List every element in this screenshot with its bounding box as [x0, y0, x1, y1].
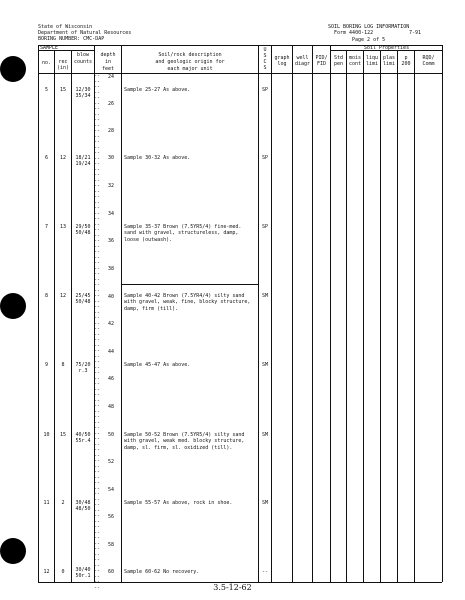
- col-header-pid-1: PID/: [315, 55, 328, 61]
- col-header-rec-2: (in): [56, 65, 70, 71]
- uscs-code: SM: [261, 362, 269, 368]
- col-header-blow-2: counts: [73, 59, 93, 65]
- depth-mark: 60: [107, 569, 115, 575]
- sample-rec: 12: [59, 293, 67, 299]
- blow-count-2: 50r.1: [75, 573, 91, 579]
- col-header-rec-1: rec: [58, 59, 68, 65]
- form-number: Form 4400-122: [334, 30, 374, 36]
- page-footer: 3.5-12-62: [213, 583, 252, 592]
- depth-mark: 24: [107, 74, 115, 80]
- col-border-right: [442, 45, 443, 582]
- col-header-graph-1: graph: [274, 55, 290, 61]
- col-header-std-2: pen: [333, 61, 344, 67]
- blow-count-1: 18/21: [75, 155, 91, 161]
- blow-count-2: 55r.4: [75, 438, 91, 444]
- depth-mark: 28: [107, 128, 115, 134]
- blow-count-1: 12/30: [75, 87, 91, 93]
- blow-count-2: r.3: [78, 368, 88, 374]
- unit-boundary-rule: [122, 284, 258, 285]
- form-date: 7-91: [409, 30, 422, 36]
- col-header-soil-properties: Soil Properties: [363, 44, 410, 51]
- sample-no: 6: [44, 155, 48, 161]
- blow-count-1: 40/50: [75, 432, 91, 438]
- sample-rec: 0: [61, 569, 65, 575]
- depth-mark: 52: [107, 459, 115, 465]
- blow-count-2: 19/24: [75, 161, 91, 167]
- col-header-uscs-c: C: [263, 59, 267, 65]
- agency-line-1: State of Wisconsin: [38, 24, 93, 30]
- soil-description: Sample 45-47 As above.: [124, 362, 191, 368]
- depth-mark: 34: [107, 211, 115, 217]
- blow-count-1: 25/45: [75, 293, 91, 299]
- blow-count-1: 75/20: [75, 362, 91, 368]
- soil-description: Sample 30-32 As above.: [124, 155, 191, 161]
- col-header-desc-1: Soil/rock description: [158, 52, 222, 58]
- depth-mark: 54: [107, 487, 115, 493]
- col-header-well-1: well: [296, 55, 309, 61]
- blow-count-2: 35/34: [75, 93, 91, 99]
- col-border-std-mois: [346, 50, 347, 582]
- col-header-uscs-s2: S: [263, 65, 267, 71]
- binder-hole-top: [0, 56, 26, 82]
- col-border-p200-rqd: [414, 50, 415, 582]
- col-header-depth-3: feet: [101, 66, 115, 72]
- col-header-p200-1: p: [404, 55, 408, 61]
- col-header-rqd-1: RQD/: [422, 55, 435, 61]
- col-header-mois-2: cont: [348, 61, 362, 67]
- sample-no: 10: [43, 432, 50, 438]
- uscs-code: SP: [261, 155, 269, 161]
- col-header-p200-2: 200: [401, 61, 411, 67]
- uscs-code: SM: [261, 432, 269, 438]
- uscs-code: SP: [261, 87, 269, 93]
- blow-count-2: 48/50: [75, 506, 91, 512]
- form-title: SOIL BORING LOG INFORMATION: [328, 24, 410, 30]
- sample-rec: 15: [59, 432, 67, 438]
- col-header-liq-1: liqu: [365, 55, 379, 61]
- col-header-liq-2: limi: [365, 61, 379, 67]
- depth-mark: 44: [107, 349, 115, 355]
- depth-mark: 40: [107, 294, 115, 300]
- col-border-uscs-graph: [271, 45, 272, 582]
- col-header-no: no.: [41, 60, 52, 66]
- uscs-code: SP: [261, 224, 269, 230]
- binder-hole-bottom: [0, 538, 26, 564]
- depth-mark: 48: [107, 404, 115, 410]
- col-border-graph-well: [292, 45, 293, 582]
- sample-no: 12: [43, 569, 50, 575]
- uscs-code: SM: [261, 293, 269, 299]
- binder-hole-middle: [0, 293, 26, 319]
- sample-rec: 13: [59, 224, 67, 230]
- depth-mark: 26: [107, 101, 115, 107]
- sample-rec: 12: [59, 155, 67, 161]
- soil-description: Sample 35-37 Brown (7.5YR5/4) fine-med. sand with gravel, structureless, damp, loose (outwash).: [124, 224, 242, 243]
- col-header-plas-2: limi: [382, 61, 396, 67]
- uscs-code: --: [261, 569, 269, 575]
- col-header-rqd-2: Comm: [422, 61, 435, 67]
- col-border-plas-p200: [397, 50, 398, 582]
- col-header-blow-1: blow: [76, 52, 90, 58]
- depth-dash-column: -- -- -- -- -- -- -- -- -- -- -- -- -- -- -- -- -- -- -- -- -- -- -- -- -- -- -- -- -- -- -- -- -- -- -- -- -- -- -- -- -- -- -- -- -- -- -- -- -- -- -- -- -- -- -- -- -- -- -- -- -- -- -- -- -- -- -- -- -- -- -- -- -- -- -- -- -- -- -- -- -- -- -- -- -- -- -- -- -- -- -- -- -- --: [94, 73, 101, 591]
- blow-count-1: 29/50: [75, 224, 91, 230]
- depth-mark: 36: [107, 238, 115, 244]
- depth-mark: 42: [107, 321, 115, 327]
- col-border-well-pid: [312, 45, 313, 582]
- agency-line-2: Department of Natural Resources: [38, 30, 132, 36]
- sample-no: 8: [44, 293, 48, 299]
- col-header-pid-2: FID: [316, 61, 327, 67]
- soil-description: Sample 55-57 As above, rock in shoe.: [124, 500, 233, 506]
- sample-rec: 15: [59, 87, 67, 93]
- depth-mark: 50: [107, 432, 115, 438]
- col-header-std-1: Std: [333, 55, 344, 61]
- blow-count-1: 30/40: [75, 567, 91, 573]
- sample-no: 11: [43, 500, 50, 506]
- soil-description: Sample 25-27 As above.: [124, 87, 191, 93]
- sample-rec: 2: [61, 500, 65, 506]
- sample-rec: 8: [61, 362, 65, 368]
- uscs-code: SM: [261, 500, 269, 506]
- soil-description: Sample 40-42 Brown (7.5YR4/4) silty sand with gravel, weak, fine, blocky structure, damp, firm (till).: [124, 293, 251, 312]
- col-border-mois-liq: [363, 50, 364, 582]
- col-header-well-2: diagr: [294, 61, 311, 67]
- col-border-liq-plas: [380, 50, 381, 582]
- depth-mark: 32: [107, 183, 115, 189]
- depth-mark: 46: [107, 376, 115, 382]
- sample-no: 9: [44, 362, 48, 368]
- col-header-depth-1: depth: [100, 52, 116, 58]
- col-header-uscs-s1: S: [263, 53, 267, 59]
- blow-count-2: 50/48: [75, 230, 91, 236]
- blow-count-1: 30/48: [75, 500, 91, 506]
- col-header-depth-2: in: [104, 59, 112, 65]
- page-number: Page 2 of 5: [352, 37, 386, 43]
- col-border-pid-std: [330, 45, 331, 582]
- col-header-sample: SAMPLE: [40, 44, 59, 51]
- sample-no: 5: [44, 87, 48, 93]
- col-header-graph-2: log: [277, 61, 287, 67]
- depth-mark: 58: [107, 542, 115, 548]
- depth-mark: 38: [107, 266, 115, 272]
- col-header-uscs-u: U: [263, 47, 267, 53]
- col-header-plas-1: plas: [382, 55, 396, 61]
- col-header-desc-3: each major unit: [167, 66, 213, 72]
- col-header-mois-1: mois: [348, 55, 362, 61]
- depth-mark: 30: [107, 155, 115, 161]
- col-header-desc-2: and geologic origin for: [155, 59, 225, 65]
- depth-mark: 56: [107, 514, 115, 520]
- soil-description: Sample 50-52 Brown (7.5YR5/4) silty sand with gravel, weak med. blocky structure, damp, sl. firm, sl. oxidized (till).: [124, 432, 245, 451]
- soil-description: Sample 60-62 No recovery.: [124, 569, 200, 575]
- sample-no: 7: [44, 224, 48, 230]
- col-border-depth-desc: [121, 45, 122, 582]
- boring-number: BORING NUMBER: CMC-DAP: [38, 36, 105, 42]
- blow-count-2: 50/48: [75, 299, 91, 305]
